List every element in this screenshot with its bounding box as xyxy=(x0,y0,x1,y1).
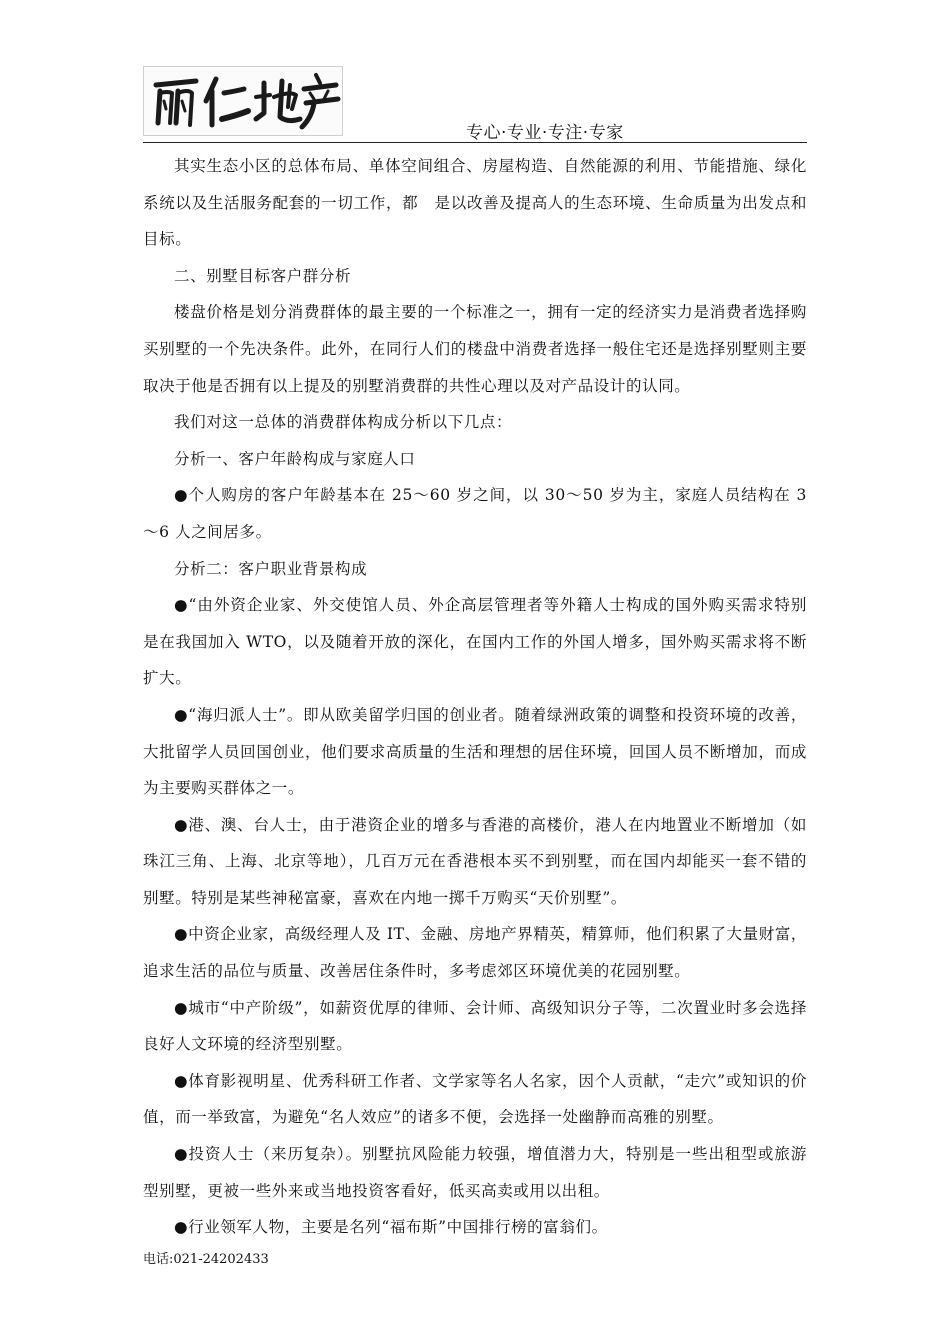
company-logo xyxy=(143,66,343,136)
subsection-heading: 分析一、客户年龄构成与家庭人口 xyxy=(174,449,416,468)
company-slogan: 专心·专业·专注·专家 xyxy=(466,123,624,143)
document-body xyxy=(143,148,807,1246)
brush-calligraphy-logo-icon xyxy=(144,67,342,135)
bullet-item: ●中资企业家，高级经理人及 IT、金融、房地产界精英，精算师，他们积累了大量财富，追求生活的品位与质量、改善居住条件时，多考虑郊区环境优美的花园别墅。 xyxy=(143,925,808,981)
paragraph: 我们对这一总体的消费群体构成分析以下几点： xyxy=(174,413,513,432)
bullet-item: ●行业领军人物，主要是名列“福布斯”中国排行榜的富翁们。 xyxy=(174,1218,608,1237)
paragraph: 楼盘价格是划分消费群体的最主要的一个标准之一，拥有一定的经济实力是消费者选择购买别墅的一个先决条件。此外，在同行人们的楼盘中消费者选择一般住宅还是选择别墅则主要取决于他是否拥有以上提及的别墅消费群的共性心理以及对产品设计的认同。 xyxy=(143,303,807,395)
subsection-heading: 分析二：客户职业背景构成 xyxy=(174,559,368,578)
section-heading: 二、别墅目标客户群分析 xyxy=(174,266,352,285)
header-divider xyxy=(143,142,807,143)
bullet-item: ●港、澳、台人士，由于港资企业的增多与香港的高楼价，港人在内地置业不断增加（如珠江三角、上海、北京等地），几百万元在香港根本买不到别墅，而在国内却能买一套不错的别墅。特别是某些神秘富豪，喜欢在内地一掷千万购买“天价别墅”。 xyxy=(143,815,807,907)
paragraph-intro: 其实生态小区的总体布局、单体空间组合、房屋构造、自然能源的利用、节能措施、绿化系统以及生活服务配套的一切工作，都 是以改善及提高人的生态环境、生命质量为出发点和目标。 xyxy=(143,157,807,249)
bullet-item: ●体育影视明星、优秀科研工作者、文学家等名人名家，因个人贡献，“走穴”或知识的价值，而一举致富，为避免“名人效应”的诸多不便，会选择一处幽静而高雅的别墅。 xyxy=(143,1071,807,1127)
bullet-item: ●“海归派人士”。即从欧美留学归国的创业者。随着绿洲政策的调整和投资环境的改善，大批留学人员回国创业，他们要求高质量的生活和理想的居住环境，回国人员不断增加，而成为主要购买群体之一。 xyxy=(143,705,807,798)
bullet-item: ●投资人士（来历复杂）。别墅抗风险能力较强，增值潜力大，特别是一些出租型或旅游型别墅，更被一些外来或当地投资客看好，低买高卖或用以出租。 xyxy=(143,1145,807,1200)
bullet-item: ●个人购房的客户年龄基本在 25～60 岁之间，以 30～50 岁为主，家庭人员结构在 3～6 人之间居多。 xyxy=(143,486,807,541)
bullet-item: ●城市“中产阶级”，如薪资优厚的律师、会计师、高级知识分子等，二次置业时多会选择良好人文环境的经济型别墅。 xyxy=(143,998,807,1054)
bullet-item: ●“由外资企业家、外交使馆人员、外企高层管理者等外籍人士构成的国外购买需求特别是在我国加入 WTO，以及随着开放的深化，在国内工作的外国人增多，国外购买需求将不断扩大。 xyxy=(143,596,807,688)
footer-phone: 电话:021-24202433 xyxy=(143,1252,269,1267)
